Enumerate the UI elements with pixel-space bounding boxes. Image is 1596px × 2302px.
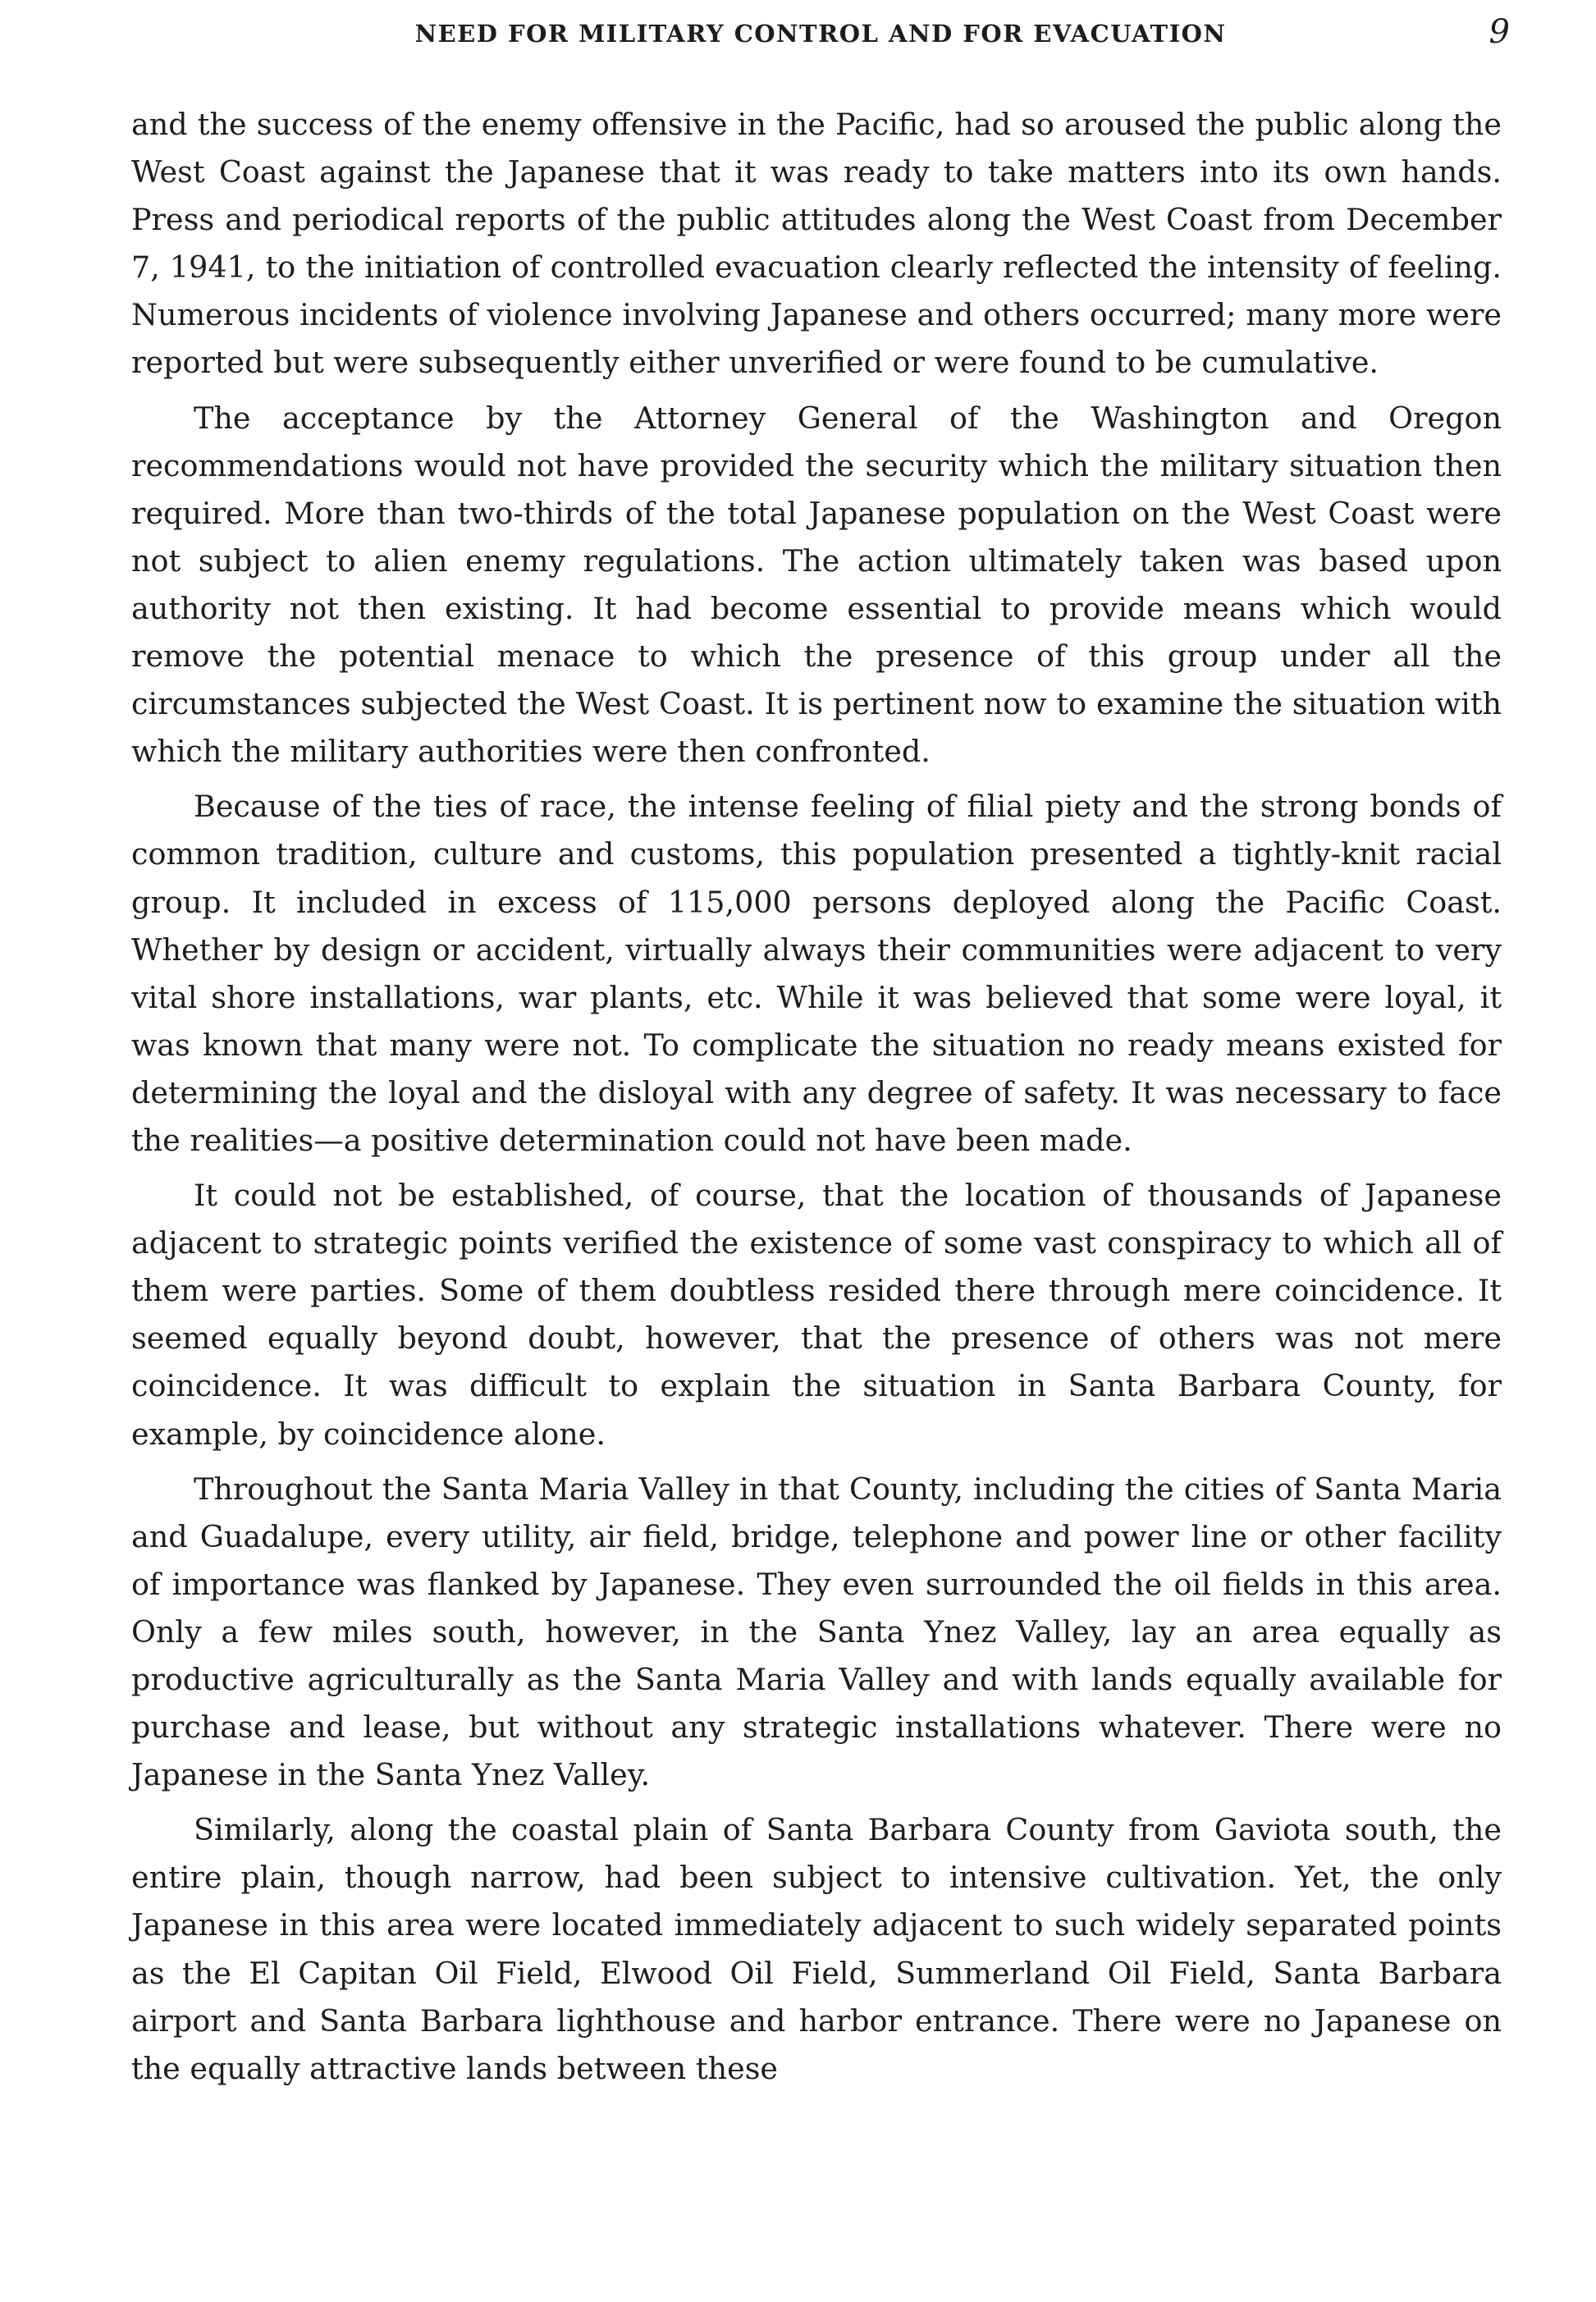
page-header xyxy=(131,11,1510,56)
paragraph-continued: and the success of the enemy offensive in the Pacific, had so aroused the public along the West Coast against the Japanese that it was ready to take matters into its own hands. Press and periodical reports of the public attitudes along the West Coast from December 7, 1941, to the initiation of controlled evacuation clearly reflected the intensity of feeling. Numerous incidents of violence involving Japanese and others occurred; many more were reported but were subsequently either unverified or were found to be cumulative. xyxy=(131,107,1502,381)
paragraph-location-coincidence: It could not be established, of course, that the location of thousands of Japanese adjacent to strategic points verified the existence of some vast conspiracy to which all of them were parties. Some of them doubtless resided there through mere coincidence. It seemed equally beyond doubt, however, that the presence of others was not mere coincidence. It was difficult to explain the situation in Santa Barbara County, for example, by coincidence alone. xyxy=(131,1178,1502,1452)
paragraph-ties-of-race: Because of the ties of race, the intense feeling of filial piety and the strong bonds of common tradition, culture and customs, this population presented a tightly-knit racial group. It included in excess of 115,000 persons deployed along the Pacific Coast. Whether by design or accident, virtually always their communities were adjacent to very vital shore installations, war plants, etc. While it was believed that some were loyal, it was known that many were not. To complicate the situation no ready means existed for determining the loyal and the disloyal with any degree of safety. It was necessary to face the realities—a positive determination could not have been made. xyxy=(131,789,1502,1158)
body-text xyxy=(131,101,1502,2100)
page-number: 9 xyxy=(1489,13,1510,51)
paragraph-coastal-plain: Similarly, along the coastal plain of Santa Barbara County from Gaviota south, the entire plain, though narrow, had been subject to intensive cultivation. Yet, the only Japanese in this area were located immediately adjacent to such widely separated points as the El Capitan Oil Field, Elwood Oil Field, Summerland Oil Field, Santa Barbara airport and Santa Barbara lighthouse and harbor entrance. There were no Japanese on the equally attractive lands between these xyxy=(131,1812,1502,2086)
paragraph-attorney-general: The acceptance by the Attorney General of the Washington and Oregon recommendations would not have provided the security which the military situation then required. More than two-thirds of the total Japanese population on the West Coast were not subject to alien enemy regulations. The action ultimately taken was based upon authority not then existing. It had become essential to provide means which would remove the potential menace to which the presence of this group under all the circumstances subjected the West Coast. It is pertinent now to examine the situation with which the military authorities were then confronted. xyxy=(131,400,1502,770)
running-title: NEED FOR MILITARY CONTROL AND FOR EVACUATION xyxy=(414,20,1227,48)
paragraph-santa-maria-valley: Throughout the Santa Maria Valley in that County, including the cities of Santa Maria and Guadalupe, every utility, air field, bridge, telephone and power line or other facility of importance was flanked by Japanese. They even surrounded the oil fields in this area. Only a few miles south, however, in the Santa Ynez Valley, lay an area equally as productive agriculturally as the Santa Maria Valley and with lands equally available for purchase and lease, but without any strategic installations whatever. There were no Japanese in the Santa Ynez Valley. xyxy=(131,1471,1502,1793)
